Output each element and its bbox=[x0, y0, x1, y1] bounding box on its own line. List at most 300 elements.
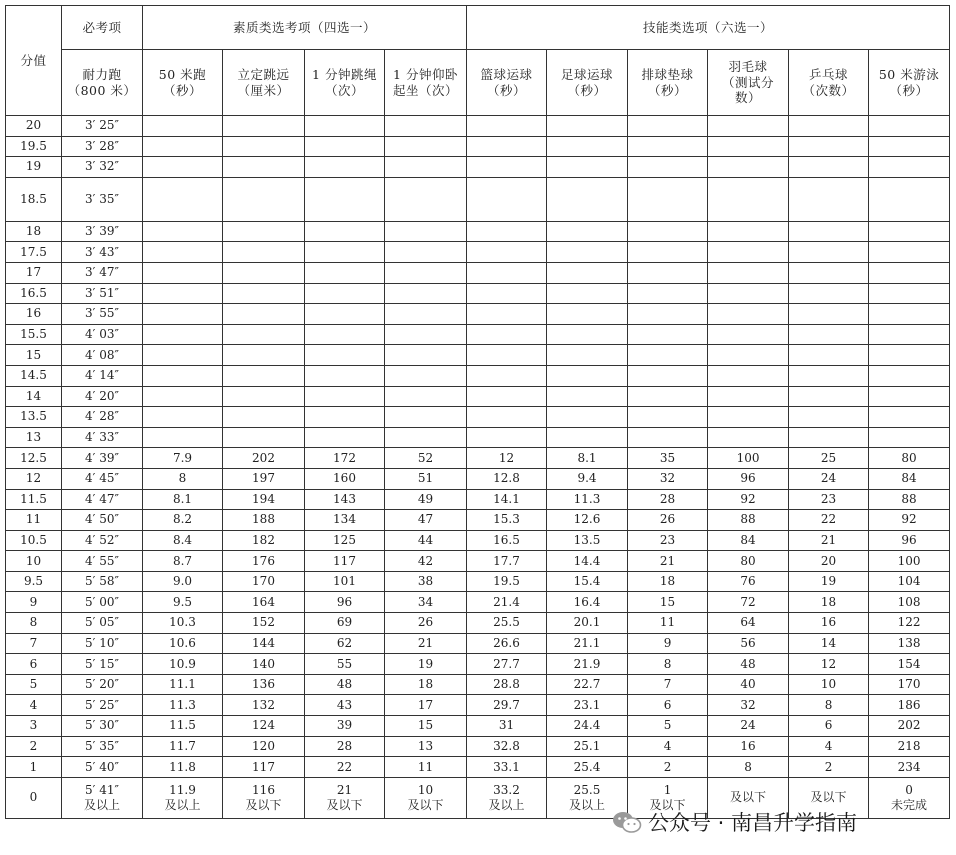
table-cell: 21 bbox=[385, 633, 467, 654]
table-cell: 52 bbox=[385, 448, 467, 469]
table-cell bbox=[385, 157, 467, 178]
cell-value: 11.9 bbox=[169, 782, 196, 797]
cell-value: 5′ 41″ bbox=[85, 782, 119, 797]
table-cell bbox=[143, 136, 223, 157]
cell-value: 1 bbox=[663, 782, 672, 797]
table-cell: 2 bbox=[628, 757, 708, 778]
table-row bbox=[6, 221, 950, 242]
table-cell: 10.9 bbox=[143, 654, 223, 675]
table-cell: 80 bbox=[869, 448, 950, 469]
score-cell: 18 bbox=[6, 221, 62, 242]
table-cell: 51 bbox=[385, 468, 467, 489]
score-cell: 3 bbox=[6, 716, 62, 737]
table-cell: 132 bbox=[223, 695, 305, 716]
table-row bbox=[6, 716, 950, 737]
table-cell: 29.7 bbox=[467, 695, 547, 716]
table-cell bbox=[628, 386, 708, 407]
table-cell: 43 bbox=[305, 695, 385, 716]
column-header-line: 乒乓球 bbox=[809, 66, 849, 82]
column-header bbox=[305, 50, 385, 116]
table-cell bbox=[467, 345, 547, 366]
table-cell bbox=[467, 177, 547, 221]
table-cell: 3′ 39″ bbox=[62, 221, 143, 242]
cell-value: 0 bbox=[905, 782, 913, 797]
score-cell: 18.5 bbox=[6, 177, 62, 221]
table-cell bbox=[143, 262, 223, 283]
table-cell: 48 bbox=[305, 674, 385, 695]
table-cell bbox=[708, 407, 789, 428]
table-cell bbox=[385, 777, 467, 818]
table-cell: 17.7 bbox=[467, 551, 547, 572]
column-header bbox=[869, 50, 950, 116]
table-cell bbox=[789, 136, 869, 157]
table-cell bbox=[547, 365, 628, 386]
table-cell bbox=[628, 242, 708, 263]
table-cell bbox=[467, 221, 547, 242]
column-header bbox=[708, 50, 789, 116]
cell-qualifier: 及以下 bbox=[326, 797, 363, 812]
table-cell bbox=[628, 177, 708, 221]
table-cell: 182 bbox=[223, 530, 305, 551]
table-cell bbox=[305, 177, 385, 221]
table-cell: 16 bbox=[708, 736, 789, 757]
column-header-line: （秒） bbox=[889, 82, 929, 98]
cell-qualifier: 及以上 bbox=[164, 797, 201, 812]
table-cell: 5′ 25″ bbox=[62, 695, 143, 716]
table-cell bbox=[223, 386, 305, 407]
table-cell: 5′ 30″ bbox=[62, 716, 143, 737]
table-cell: 5′ 40″ bbox=[62, 757, 143, 778]
score-cell: 12.5 bbox=[6, 448, 62, 469]
table-cell: 4 bbox=[789, 736, 869, 757]
table-cell bbox=[547, 262, 628, 283]
table-cell: 3′ 47″ bbox=[62, 262, 143, 283]
cell-value: 10 bbox=[417, 782, 434, 797]
table-cell: 2 bbox=[789, 757, 869, 778]
column-header-line: 足球运球 bbox=[561, 66, 614, 82]
table-cell: 96 bbox=[305, 592, 385, 613]
cell-value: 25.5 bbox=[573, 782, 601, 797]
table-cell bbox=[143, 304, 223, 325]
table-cell: 15 bbox=[628, 592, 708, 613]
table-cell bbox=[467, 427, 547, 448]
cell-qualifier: 及以下 bbox=[810, 790, 847, 805]
table-cell: 5′ 58″ bbox=[62, 571, 143, 592]
score-cell: 19.5 bbox=[6, 136, 62, 157]
cell-value: 116 bbox=[252, 782, 275, 797]
table-cell bbox=[547, 136, 628, 157]
table-cell: 44 bbox=[385, 530, 467, 551]
cell-qualifier: 及以下 bbox=[649, 797, 686, 812]
table-cell bbox=[305, 407, 385, 428]
table-row bbox=[6, 116, 950, 137]
table-cell bbox=[305, 283, 385, 304]
table-cell: 31 bbox=[467, 716, 547, 737]
table-cell bbox=[467, 136, 547, 157]
table-cell: 8.1 bbox=[547, 448, 628, 469]
table-cell: 8 bbox=[708, 757, 789, 778]
table-cell: 28.8 bbox=[467, 674, 547, 695]
score-cell: 14 bbox=[6, 386, 62, 407]
table-cell: 11 bbox=[385, 757, 467, 778]
table-row bbox=[6, 427, 950, 448]
group-header-row bbox=[6, 6, 950, 50]
table-cell: 48 bbox=[708, 654, 789, 675]
table-cell: 13 bbox=[385, 736, 467, 757]
table-cell bbox=[869, 262, 950, 283]
table-cell: 4′ 20″ bbox=[62, 386, 143, 407]
table-cell bbox=[708, 365, 789, 386]
table-cell bbox=[869, 242, 950, 263]
table-cell: 18 bbox=[385, 674, 467, 695]
table-cell: 108 bbox=[869, 592, 950, 613]
table-cell bbox=[143, 116, 223, 137]
score-cell: 6 bbox=[6, 654, 62, 675]
table-cell bbox=[708, 116, 789, 137]
table-cell bbox=[305, 324, 385, 345]
table-row bbox=[6, 489, 950, 510]
column-header-line: （厘米） bbox=[237, 82, 290, 98]
table-cell: 76 bbox=[708, 571, 789, 592]
table-cell bbox=[547, 116, 628, 137]
table-row bbox=[6, 365, 950, 386]
table-cell: 6 bbox=[628, 695, 708, 716]
table-cell: 11.3 bbox=[547, 489, 628, 510]
watermark-text: 公众号 · 南昌升学指南 bbox=[648, 811, 858, 835]
table-cell bbox=[385, 345, 467, 366]
table-cell bbox=[385, 365, 467, 386]
table-cell: 14 bbox=[789, 633, 869, 654]
column-header-line: （800 米） bbox=[67, 82, 137, 98]
table-row bbox=[6, 345, 950, 366]
table-cell: 117 bbox=[305, 551, 385, 572]
table-cell: 23 bbox=[789, 489, 869, 510]
table-row bbox=[6, 571, 950, 592]
table-cell: 18 bbox=[789, 592, 869, 613]
table-row bbox=[6, 654, 950, 675]
table-cell: 22 bbox=[789, 510, 869, 531]
table-cell: 11.7 bbox=[143, 736, 223, 757]
table-cell bbox=[869, 136, 950, 157]
table-cell: 8 bbox=[628, 654, 708, 675]
table-row bbox=[6, 283, 950, 304]
group-header-skill: 技能类选项（六选一） bbox=[467, 6, 950, 50]
table-cell: 18 bbox=[628, 571, 708, 592]
table-cell bbox=[143, 427, 223, 448]
table-cell bbox=[547, 386, 628, 407]
cell-qualifier: 及以上 bbox=[83, 797, 120, 812]
table-cell bbox=[628, 116, 708, 137]
table-row bbox=[6, 324, 950, 345]
table-cell: 26.6 bbox=[467, 633, 547, 654]
table-row bbox=[6, 613, 950, 634]
table-cell bbox=[789, 157, 869, 178]
table-cell bbox=[223, 777, 305, 818]
column-header-line: 羽毛球 bbox=[728, 59, 768, 75]
table-cell bbox=[305, 221, 385, 242]
score-cell: 10 bbox=[6, 551, 62, 572]
table-cell bbox=[385, 116, 467, 137]
table-cell: 28 bbox=[305, 736, 385, 757]
table-cell bbox=[223, 242, 305, 263]
table-cell: 96 bbox=[869, 530, 950, 551]
table-cell: 49 bbox=[385, 489, 467, 510]
score-cell: 2 bbox=[6, 736, 62, 757]
table-cell: 136 bbox=[223, 674, 305, 695]
table-cell: 8.2 bbox=[143, 510, 223, 531]
table-cell: 25.4 bbox=[547, 757, 628, 778]
table-cell bbox=[869, 177, 950, 221]
table-cell: 22.7 bbox=[547, 674, 628, 695]
table-cell bbox=[547, 242, 628, 263]
table-cell bbox=[467, 283, 547, 304]
column-header-line: 起坐（次） bbox=[393, 82, 459, 98]
table-cell: 15 bbox=[385, 716, 467, 737]
table-cell bbox=[789, 304, 869, 325]
table-cell bbox=[467, 116, 547, 137]
column-header-line: 50 米跑 bbox=[158, 66, 207, 82]
table-cell: 25.5 bbox=[467, 613, 547, 634]
column-header-line: 耐力跑 bbox=[82, 66, 122, 82]
table-cell: 9.5 bbox=[143, 592, 223, 613]
score-cell: 5 bbox=[6, 674, 62, 695]
table-cell: 21 bbox=[628, 551, 708, 572]
score-cell: 4 bbox=[6, 695, 62, 716]
table-cell: 9 bbox=[628, 633, 708, 654]
table-cell bbox=[628, 136, 708, 157]
table-cell bbox=[62, 777, 143, 818]
table-cell: 3′ 51″ bbox=[62, 283, 143, 304]
table-cell bbox=[789, 365, 869, 386]
table-cell: 9.0 bbox=[143, 571, 223, 592]
score-cell: 9 bbox=[6, 592, 62, 613]
table-cell: 197 bbox=[223, 468, 305, 489]
table-cell: 21.1 bbox=[547, 633, 628, 654]
column-header bbox=[62, 50, 143, 116]
table-cell bbox=[789, 345, 869, 366]
cell-qualifier: 及以下 bbox=[407, 797, 444, 812]
table-cell: 14.1 bbox=[467, 489, 547, 510]
table-cell bbox=[789, 116, 869, 137]
table-cell: 3′ 25″ bbox=[62, 116, 143, 137]
table-cell: 11.1 bbox=[143, 674, 223, 695]
table-cell bbox=[305, 386, 385, 407]
table-cell: 84 bbox=[869, 468, 950, 489]
table-cell: 3′ 35″ bbox=[62, 177, 143, 221]
table-cell bbox=[467, 242, 547, 263]
table-cell: 104 bbox=[869, 571, 950, 592]
table-cell: 64 bbox=[708, 613, 789, 634]
table-cell bbox=[789, 427, 869, 448]
table-cell bbox=[789, 386, 869, 407]
table-cell: 4′ 52″ bbox=[62, 530, 143, 551]
table-cell bbox=[628, 324, 708, 345]
table-cell bbox=[869, 157, 950, 178]
table-cell bbox=[223, 304, 305, 325]
table-cell: 38 bbox=[385, 571, 467, 592]
table-cell: 3′ 32″ bbox=[62, 157, 143, 178]
table-cell bbox=[628, 221, 708, 242]
table-cell bbox=[547, 427, 628, 448]
table-cell bbox=[467, 777, 547, 818]
column-header-line: （测试分 bbox=[722, 74, 775, 90]
table-cell: 26 bbox=[628, 510, 708, 531]
table-cell: 34 bbox=[385, 592, 467, 613]
table-cell: 27.7 bbox=[467, 654, 547, 675]
table-cell: 32 bbox=[628, 468, 708, 489]
table-row bbox=[6, 407, 950, 428]
table-cell: 88 bbox=[869, 489, 950, 510]
table-cell: 8.4 bbox=[143, 530, 223, 551]
table-cell bbox=[223, 221, 305, 242]
table-cell bbox=[869, 777, 950, 818]
table-row bbox=[6, 242, 950, 263]
table-cell: 4′ 39″ bbox=[62, 448, 143, 469]
cell-value: 33.2 bbox=[493, 782, 520, 797]
table-cell bbox=[789, 324, 869, 345]
table-cell: 13.5 bbox=[547, 530, 628, 551]
column-header-line: （次） bbox=[324, 82, 364, 98]
table-row bbox=[6, 530, 950, 551]
score-cell: 11 bbox=[6, 510, 62, 531]
table-cell: 9.4 bbox=[547, 468, 628, 489]
table-cell bbox=[143, 365, 223, 386]
table-row bbox=[6, 695, 950, 716]
column-header-line: 1 分钟仰卧 bbox=[393, 66, 458, 82]
table-cell: 143 bbox=[305, 489, 385, 510]
table-cell bbox=[385, 283, 467, 304]
table-cell bbox=[143, 345, 223, 366]
table-cell: 12 bbox=[467, 448, 547, 469]
table-cell: 80 bbox=[708, 551, 789, 572]
table-cell: 5′ 05″ bbox=[62, 613, 143, 634]
table-cell: 25.1 bbox=[547, 736, 628, 757]
table-cell: 16 bbox=[789, 613, 869, 634]
table-cell bbox=[305, 116, 385, 137]
table-cell: 3′ 28″ bbox=[62, 136, 143, 157]
cell-qualifier: 及以上 bbox=[569, 797, 606, 812]
table-cell bbox=[305, 304, 385, 325]
column-header-line: 排球垫球 bbox=[641, 66, 694, 82]
table-cell: 21 bbox=[789, 530, 869, 551]
table-cell bbox=[467, 365, 547, 386]
table-cell bbox=[385, 407, 467, 428]
table-cell bbox=[223, 262, 305, 283]
table-cell: 3′ 43″ bbox=[62, 242, 143, 263]
table-cell bbox=[789, 283, 869, 304]
table-cell: 25 bbox=[789, 448, 869, 469]
column-header-line: （秒） bbox=[162, 82, 202, 98]
watermark bbox=[612, 808, 857, 836]
table-cell bbox=[789, 242, 869, 263]
score-column-header: 分值 bbox=[6, 6, 62, 116]
table-cell bbox=[547, 283, 628, 304]
table-cell: 84 bbox=[708, 530, 789, 551]
table-cell: 4′ 08″ bbox=[62, 345, 143, 366]
table-row bbox=[6, 386, 950, 407]
table-cell: 10.3 bbox=[143, 613, 223, 634]
table-row bbox=[6, 136, 950, 157]
table-cell bbox=[467, 304, 547, 325]
table-cell: 88 bbox=[708, 510, 789, 531]
table-cell: 4′ 33″ bbox=[62, 427, 143, 448]
table-cell: 39 bbox=[305, 716, 385, 737]
table-cell: 176 bbox=[223, 551, 305, 572]
table-cell bbox=[789, 262, 869, 283]
table-cell bbox=[467, 324, 547, 345]
table-cell: 10 bbox=[789, 674, 869, 695]
table-cell bbox=[223, 157, 305, 178]
cell-qualifier: 及以下 bbox=[730, 790, 767, 805]
table-cell: 32.8 bbox=[467, 736, 547, 757]
table-cell: 125 bbox=[305, 530, 385, 551]
table-row bbox=[6, 157, 950, 178]
table-cell: 140 bbox=[223, 654, 305, 675]
table-cell: 160 bbox=[305, 468, 385, 489]
table-cell bbox=[628, 157, 708, 178]
score-cell: 14.5 bbox=[6, 365, 62, 386]
table-cell bbox=[385, 324, 467, 345]
table-row bbox=[6, 262, 950, 283]
table-cell: 5′ 15″ bbox=[62, 654, 143, 675]
table-cell: 16.5 bbox=[467, 530, 547, 551]
table-cell bbox=[789, 221, 869, 242]
column-header-line: 篮球运球 bbox=[480, 66, 533, 82]
table-cell: 92 bbox=[708, 489, 789, 510]
table-row bbox=[6, 177, 950, 221]
table-cell: 12 bbox=[789, 654, 869, 675]
table-cell bbox=[467, 157, 547, 178]
table-cell bbox=[869, 304, 950, 325]
table-cell: 4′ 45″ bbox=[62, 468, 143, 489]
table-cell bbox=[223, 365, 305, 386]
table-cell: 5′ 10″ bbox=[62, 633, 143, 654]
table-row bbox=[6, 468, 950, 489]
table-cell bbox=[708, 136, 789, 157]
table-cell: 4′ 55″ bbox=[62, 551, 143, 572]
table-cell bbox=[708, 283, 789, 304]
table-cell bbox=[385, 136, 467, 157]
table-cell: 124 bbox=[223, 716, 305, 737]
table-cell bbox=[628, 262, 708, 283]
table-cell: 8.7 bbox=[143, 551, 223, 572]
table-cell: 20 bbox=[789, 551, 869, 572]
score-cell: 16.5 bbox=[6, 283, 62, 304]
table-cell: 202 bbox=[223, 448, 305, 469]
score-cell: 13.5 bbox=[6, 407, 62, 428]
table-cell: 24 bbox=[708, 716, 789, 737]
score-table-body bbox=[6, 116, 950, 819]
score-cell: 15 bbox=[6, 345, 62, 366]
table-cell: 188 bbox=[223, 510, 305, 531]
table-row bbox=[6, 551, 950, 572]
table-cell: 35 bbox=[628, 448, 708, 469]
table-cell: 100 bbox=[708, 448, 789, 469]
table-cell: 154 bbox=[869, 654, 950, 675]
table-cell: 172 bbox=[305, 448, 385, 469]
table-cell bbox=[869, 221, 950, 242]
table-cell bbox=[223, 116, 305, 137]
table-cell: 4′ 50″ bbox=[62, 510, 143, 531]
table-cell: 8 bbox=[789, 695, 869, 716]
column-header-line: （次数） bbox=[802, 82, 855, 98]
table-cell: 3′ 55″ bbox=[62, 304, 143, 325]
table-row bbox=[6, 633, 950, 654]
table-cell: 202 bbox=[869, 716, 950, 737]
table-cell bbox=[385, 242, 467, 263]
table-cell bbox=[708, 242, 789, 263]
table-cell: 4 bbox=[628, 736, 708, 757]
